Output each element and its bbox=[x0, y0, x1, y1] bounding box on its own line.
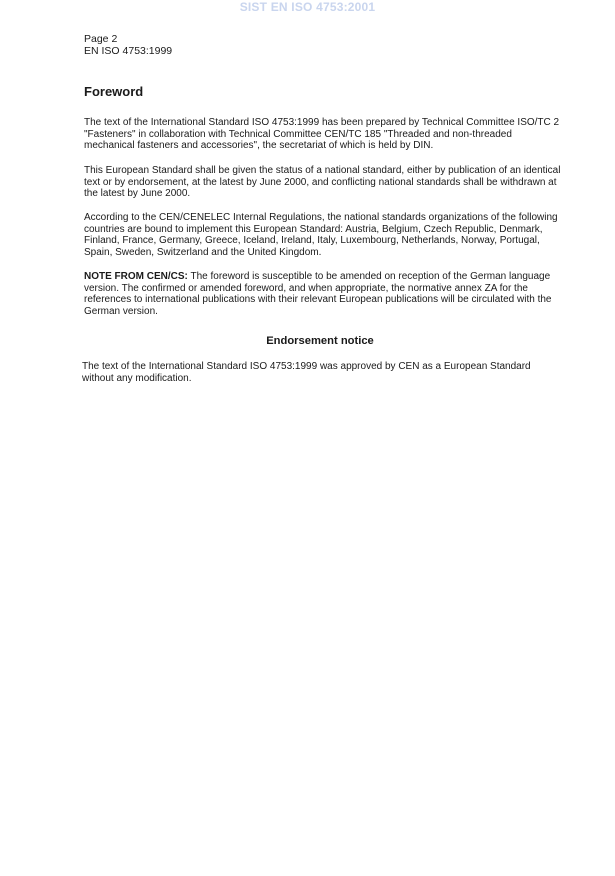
foreword-heading: Foreword bbox=[84, 84, 144, 99]
note-label: NOTE FROM CEN/CS: bbox=[84, 271, 188, 282]
foreword-paragraph-1: The text of the International Standard ISO 4753:1999 has been prepared by Technical Committee ISO/TC 2 "Fasteners" in collaboration with Technical Committee CEN/TC 185 "Threaded and non-threaded mechanical fasteners and accessories", the secretariat of which is held by DIN. bbox=[84, 117, 560, 152]
page-number: Page 2 bbox=[84, 33, 118, 45]
foreword-paragraph-3: According to the CEN/CENELEC Internal Regulations, the national standards organizations of the following countries are bound to implement this European Standard: Austria, Belgium, Czech Republic, Denmark, Finland, France, Germany, Greece, Iceland, Ireland, Italy, Luxembourg, Netherlands, Norway, Portugal, Spain, Sweden, Switzerland and the United Kingdom. bbox=[84, 212, 558, 259]
foreword-paragraph-2: This European Standard shall be given the status of a national standard, either by publication of an identical text or by endorsement, at the latest by June 2000, and conflicting national standards shall be withdrawn at the latest by June 2000. bbox=[84, 165, 561, 200]
note-paragraph bbox=[84, 271, 564, 318]
note-text: The foreword is susceptible to be amended on reception of the German language version. The confirmed or amended foreword, and when appropriate, the normative annex ZA for the references to international publications with their relevant European publications will be circulated with the German version. bbox=[84, 271, 552, 318]
page-header bbox=[84, 33, 172, 57]
document-id: EN ISO 4753:1999 bbox=[84, 45, 173, 57]
watermark: SIST EN ISO 4753:2001 bbox=[239, 0, 376, 14]
endorsement-paragraph: The text of the International Standard ISO 4753:1999 was approved by CEN as a European Standard without any modification. bbox=[82, 361, 531, 384]
endorsement-heading: Endorsement notice bbox=[266, 335, 374, 347]
